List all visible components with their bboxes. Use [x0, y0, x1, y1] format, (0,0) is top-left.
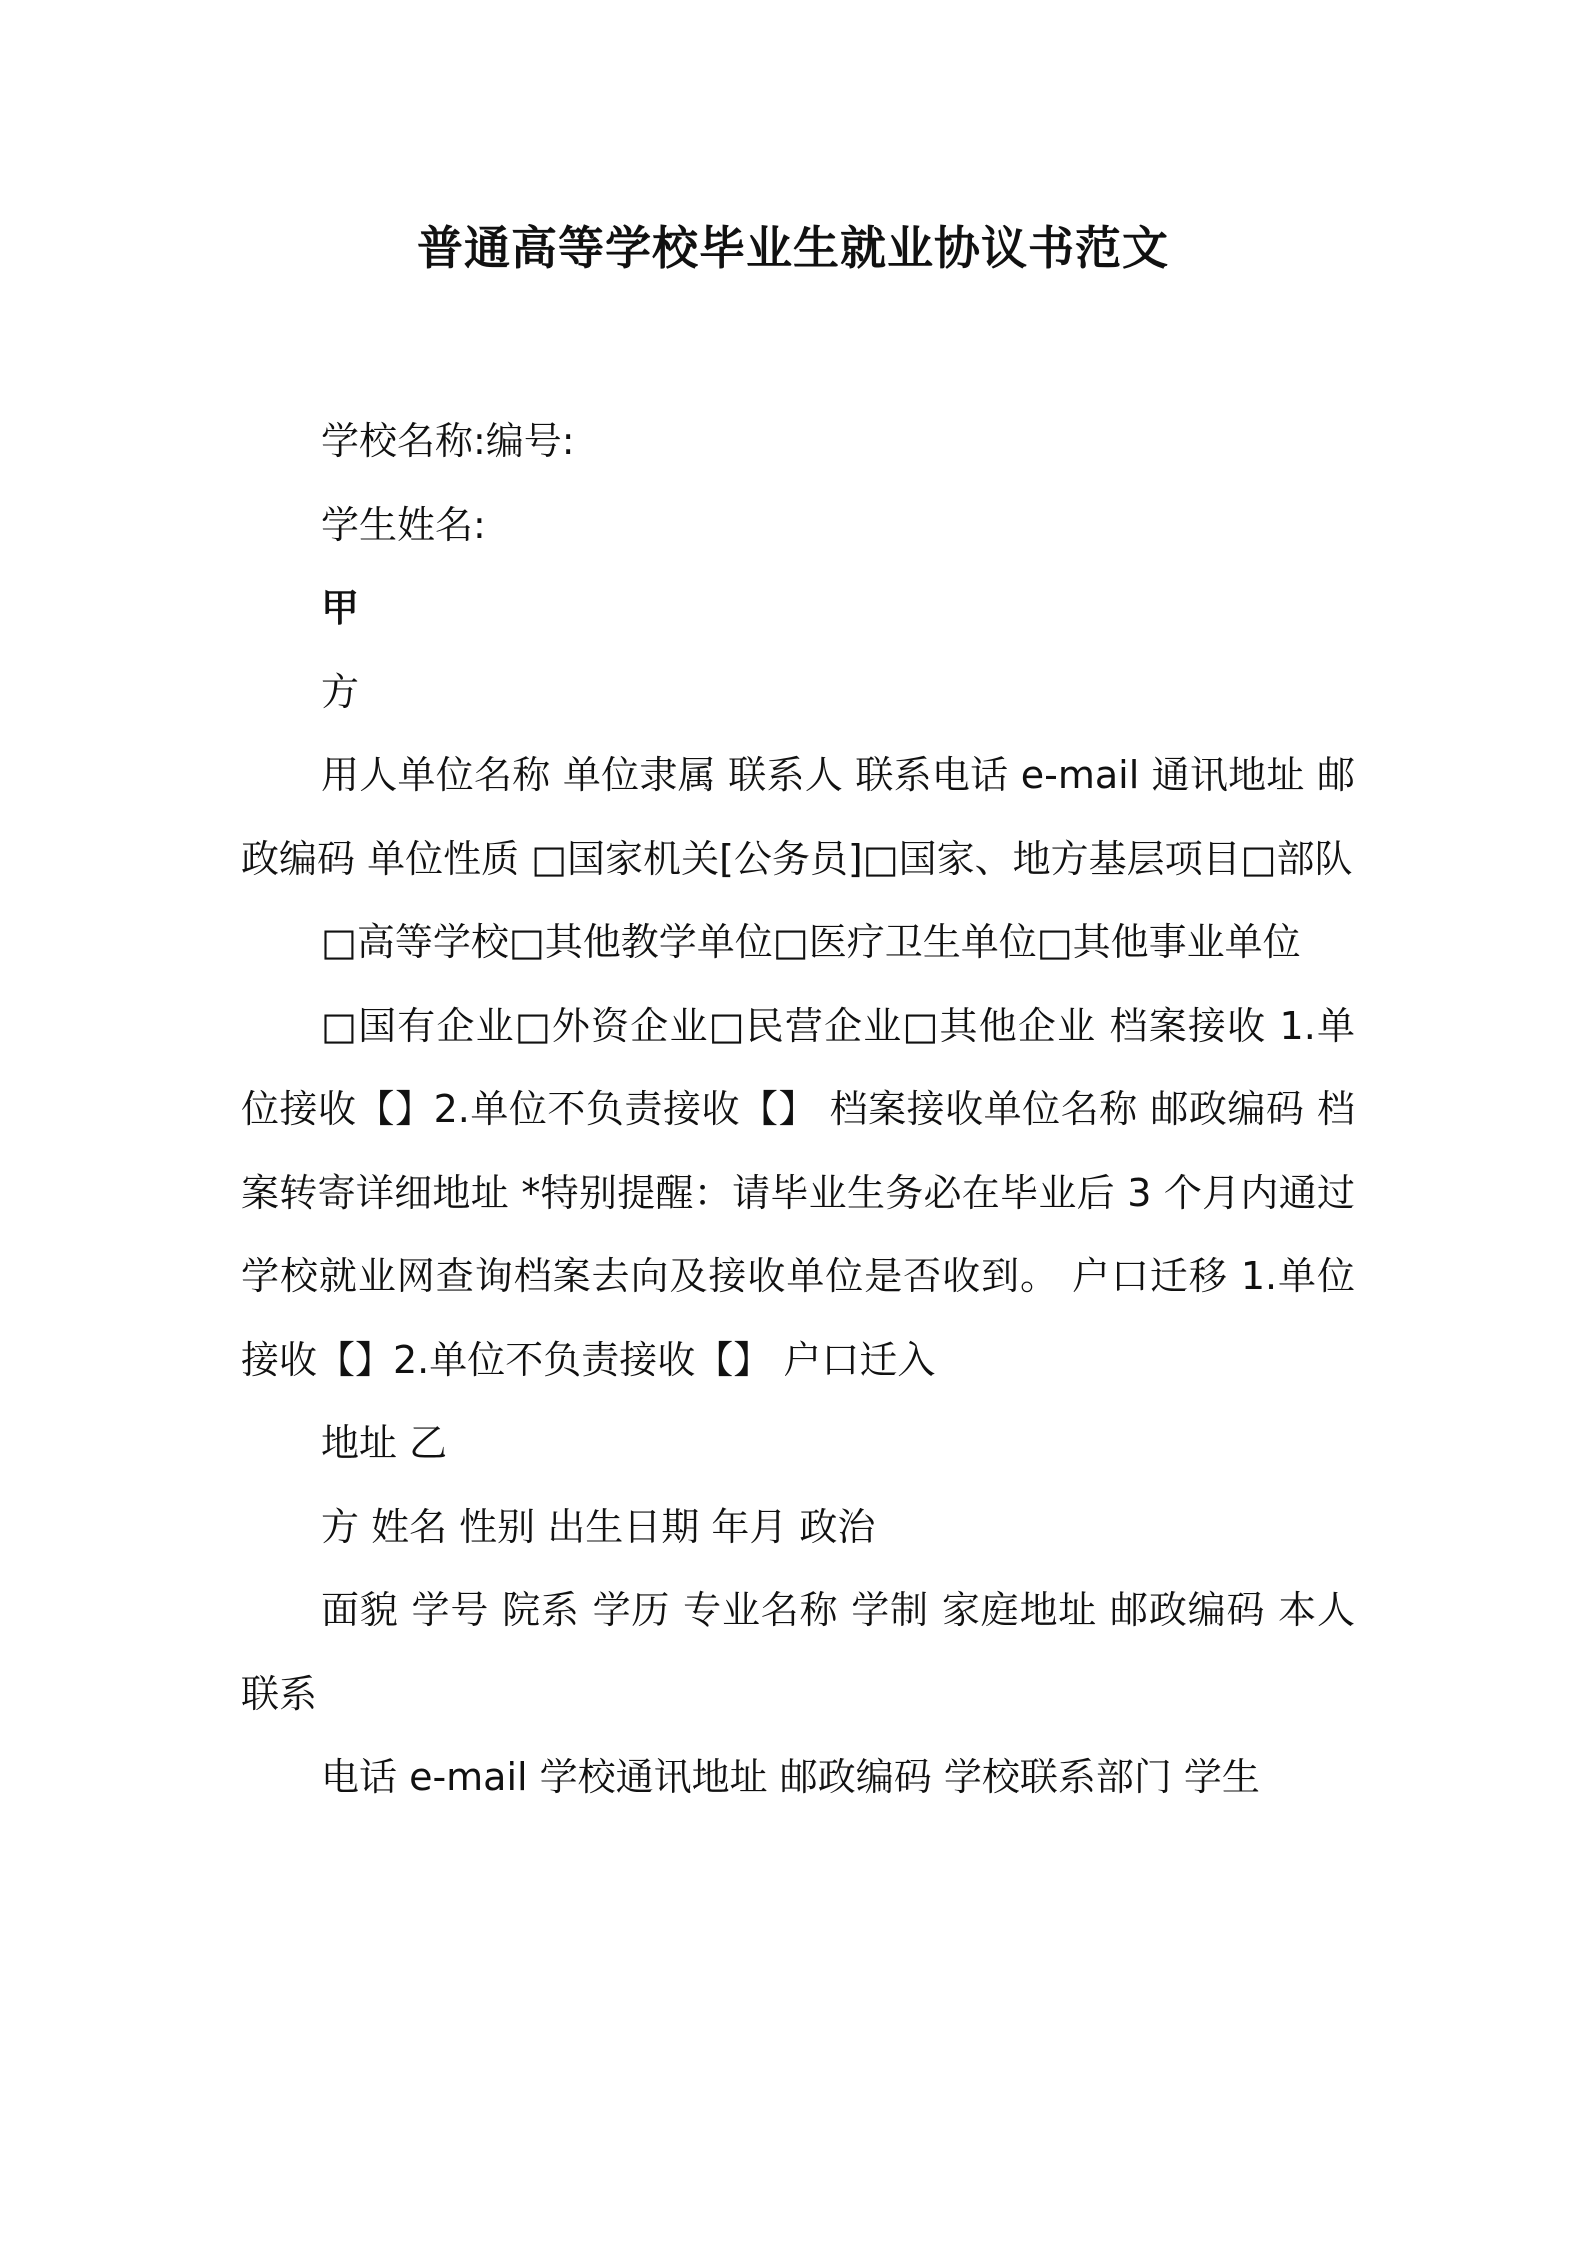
paragraph-employer-info: 用人单位名称 单位隶属 联系人 联系电话 e-mail 通讯地址 邮政编码 单位性质 □国家机关[公务员]□国家、地方基层项目□部队 — [241, 753, 1355, 881]
paragraph-student-detail: 面貌 学号 院系 学历 专业名称 学制 家庭地址 邮政编码 本人联系 — [241, 1588, 1355, 1716]
paragraph-student-name: 学生姓名: — [321, 502, 486, 547]
paragraph-unit-type-education: □高等学校□其他教学单位□医疗卫生单位□其他事业单位 — [321, 920, 1301, 964]
document-title: 普通高等学校毕业生就业协议书范文 — [417, 221, 1169, 275]
paragraph-student-basic: 方 姓名 性别 出生日期 年月 政治 — [321, 1504, 876, 1549]
paragraph-school-name: 学校名称:编号: — [321, 419, 575, 463]
document-body — [241, 400, 1355, 1820]
paragraph-student-contact: 电话 e-mail 学校通讯地址 邮政编码 学校联系部门 学生 — [321, 1755, 1260, 1799]
paragraph-address-party-b: 地址 乙 — [321, 1421, 448, 1465]
paragraph-unit-type-enterprise: □国有企业□外资企业□民营企业□其他企业 档案接收 1.单位接收【】2.单位不负责接收【】 档案接收单位名称 邮政编码 档案转寄详细地址 *特别提醒：请毕业生务必在毕业后 3 个月内通过学校就业网查询档案去向及接收单位是否收到。 户口迁移 1.单位接收【】2.单位不负责接收【】 户口迁入 — [241, 1003, 1355, 1382]
paragraph-party-a-1: 甲 — [321, 586, 360, 630]
paragraph-party-a-2: 方 — [321, 669, 360, 714]
